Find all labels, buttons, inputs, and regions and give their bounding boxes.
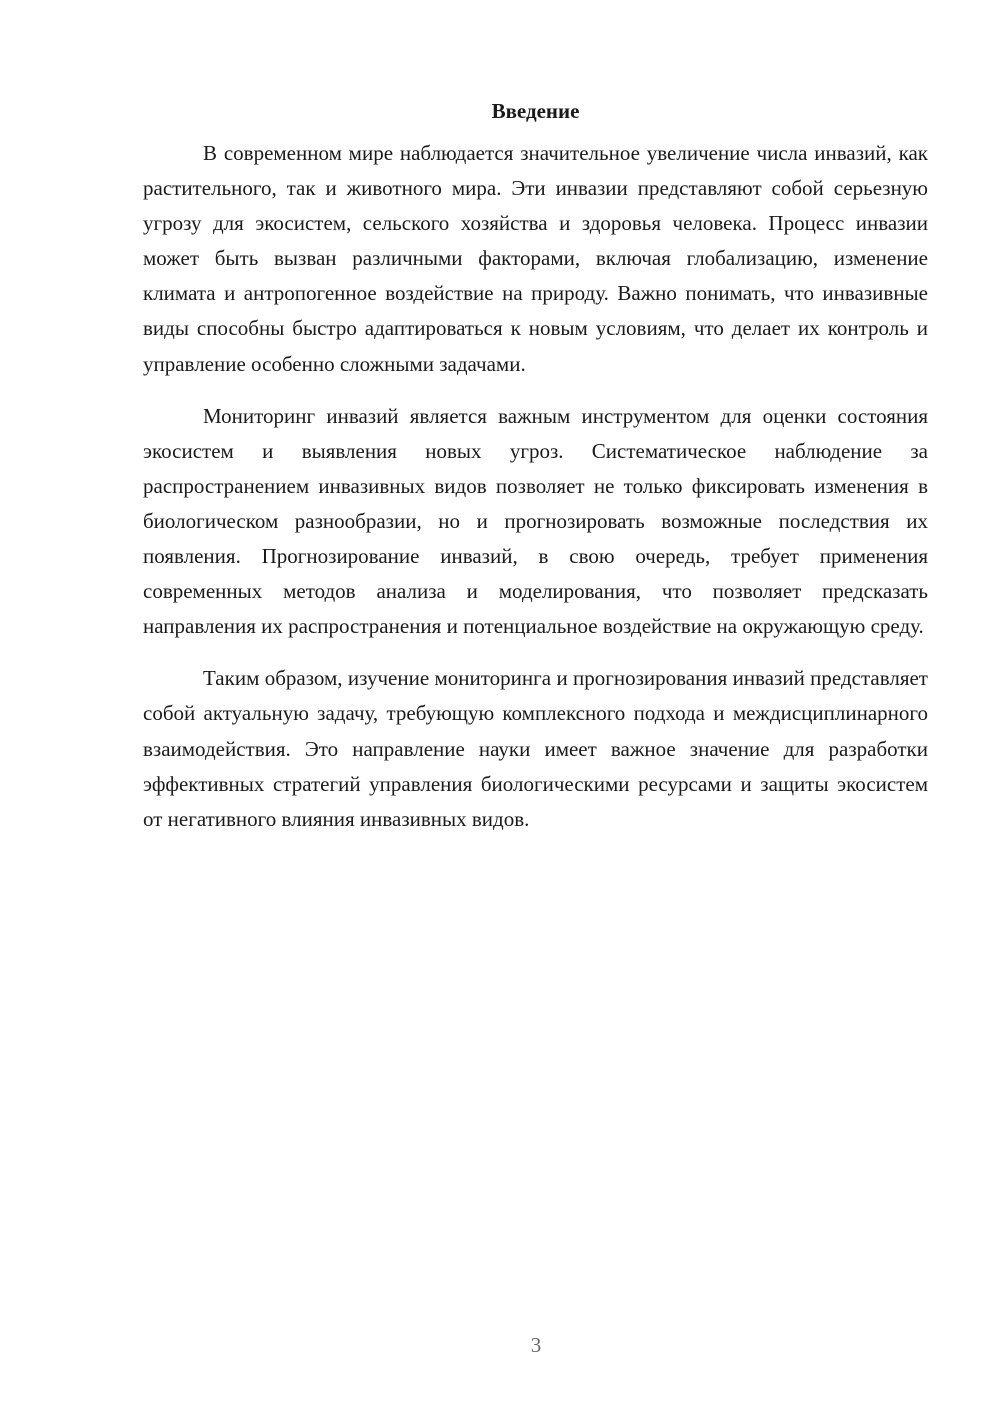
section-heading: Введение <box>491 99 580 123</box>
page-content <box>143 96 928 854</box>
paragraph-2: Мониторинг инвазий является важным инструментом для оценки состояния экосистем и выявления новых угроз. Систематическое наблюдение за распространением инвазивных видов позволяет не только фиксировать изменения в биологическом разнообразии, но и прогнозировать возможные последствия их появления. Прогнозирование инвазий, в свою очередь, требует применения современных методов анализа и моделирования, что позволяет предсказать направления их распространения и потенциальное воздействие на окружающую среду. <box>143 403 928 639</box>
paragraph-3: Таким образом, изучение мониторинга и прогнозирования инвазий представляет собой актуальную задачу, требующую комплексного подхода и междисциплинарного взаимодействия. Это направление науки имеет важное значение для разработки эффективных стратегий управления биологическими ресурсами и защиты экосистем от негативного влияния инвазивных видов. <box>143 666 928 831</box>
page-number: 3 <box>530 1333 542 1357</box>
paragraph-1: В современном мире наблюдается значительное увеличение числа инвазий, как растительного, так и животного мира. Эти инвазии представляют собой серьезную угрозу для экосистем, сельского хозяйства и здоровья человека. Процесс инвазии может быть вызван различными факторами, включая глобализацию, изменение климата и антропогенное воздействие на природу. Важно понимать, что инвазивные виды способны быстро адаптироваться к новым условиям, что делает их контроль и управление особенно сложными задачами. <box>143 141 928 376</box>
